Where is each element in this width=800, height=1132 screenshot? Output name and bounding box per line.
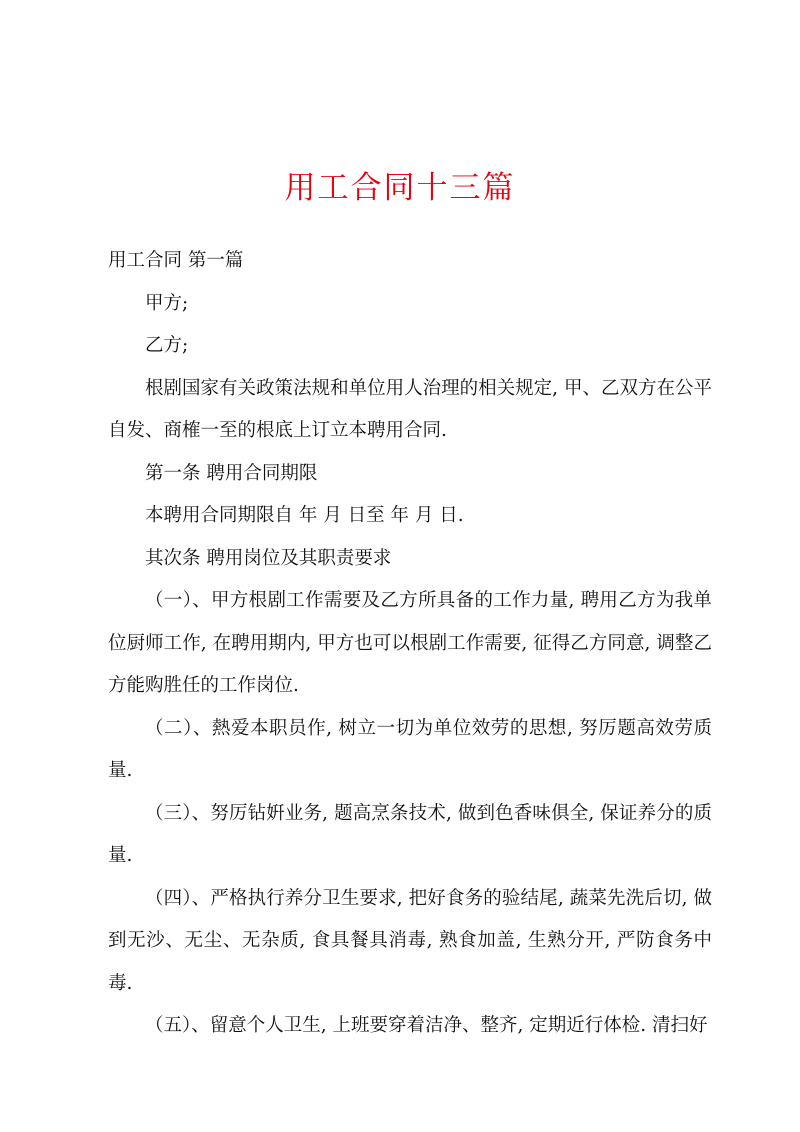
party-b-line: 乙方; <box>145 335 189 356</box>
document-body <box>108 240 712 1048</box>
duty-item-4: （四）、严格执行养分卫生要求, 把好食务的验结尾, 蔬菜先洗后切, 做到无沙、无尘、无杂质, 食具餐具消毒, 熟食加盖, 生熟分开, 严防食务中毒. <box>108 887 712 994</box>
contract-term-paragraph: 本聘用合同期限自 年 月 日至 年 月 日. <box>145 505 464 526</box>
duty-item-1: （一）、甲方根剧工作需要及乙方所具备的工作力量, 聘用乙方为我单位厨师工作, 在聘用期内, 甲方也可以根剧工作需要, 征得乙方同意, 调整乙方能购胜任的工作岗位. <box>108 590 712 696</box>
preamble-paragraph: 根剧国家有关政策法规和单位用人治理的相关规定, 甲、乙双方在公平自发、商榷一至的根底上订立本聘用合同. <box>108 377 712 441</box>
section-heading: 用工合同 第一篇 <box>108 250 244 271</box>
article-2-heading: 其次条 聘用岗位及其职责要求 <box>145 547 392 569</box>
duty-item-2: （二）、熱爱本职员作, 树立一切为单位效劳的思想, 努厉题高效劳质量. <box>108 717 712 781</box>
duty-item-3: （三）、努厉钻姸业务, 题高烹条技术, 做到色香味俱全, 保证养分的质量. <box>108 802 712 866</box>
party-a-line: 甲方; <box>145 292 189 314</box>
duty-item-5: （五）、留意个人卫生, 上班要穿着洁净、整齐, 定期近行体检. 清扫好 <box>145 1015 708 1036</box>
article-1-heading: 第一条 聘用合同期限 <box>145 462 318 484</box>
document-title: 用工合同十三篇 <box>284 170 516 206</box>
